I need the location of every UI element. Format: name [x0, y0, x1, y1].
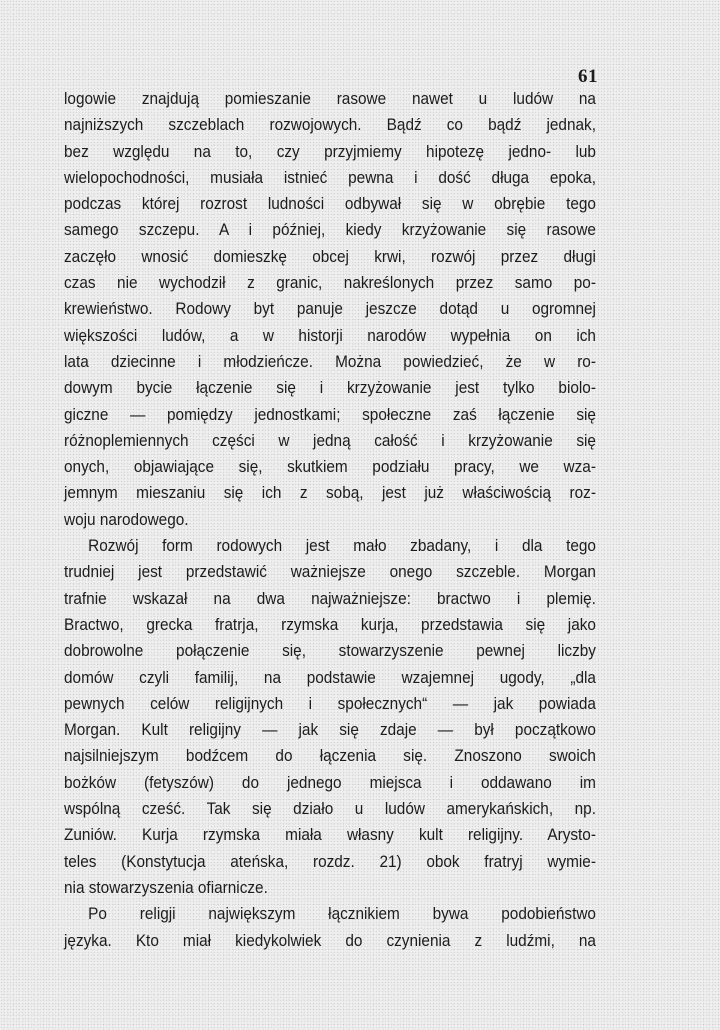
paragraph-3 — [64, 901, 596, 954]
text-line: Bractwo, grecka fratrja, rzymska kurja, przedstawia się jako — [64, 615, 596, 634]
text-line: czas nie wychodził z granic, nakreślonych przez samo po- — [64, 274, 596, 293]
text-line: dobrowolne połączenie się, stowarzyszenie pewnej liczby — [64, 642, 596, 661]
text-line: onych, objawiające się, skutkiem podziału pracy, we wza- — [64, 458, 596, 477]
text-line: giczne — pomiędzy jednostkami; społeczne zaś łączenie się — [64, 405, 596, 424]
text-line: podczas której rozrost ludności odbywał się w obrębie tego — [64, 195, 596, 214]
text-line: logowie znajdują pomieszanie rasowe nawet u ludów na — [64, 90, 596, 108]
text-line: większości ludów, a w historji narodów wypełnia on ich — [64, 326, 596, 345]
text-line: wspólną cześć. Tak się działo u ludów amerykańskich, np. — [64, 800, 596, 819]
text-line: woju narodowego. — [64, 510, 189, 529]
text-line: języka. Kto miał kiedykolwiek do czynienia z ludźmi, na — [64, 931, 596, 950]
text-line: domów czyli familij, na podstawie wzajemnej ugody, „dla — [64, 668, 596, 687]
text-line: pewnych celów religijnych i społecznych“ — jak powiada — [64, 694, 596, 713]
page-number: 61 — [578, 66, 598, 87]
text-line: jemnym mieszaniu się ich z sobą, jest już właściwością roz- — [64, 484, 596, 503]
text-line: zaczęło wnosić domieszkę obcej krwi, rozwój przez długi — [64, 247, 596, 266]
text-line: najniższych szczeblach rozwojowych. Bądź co bądź jednak, — [64, 116, 596, 135]
text-line: nia stowarzyszenia ofiarnicze. — [64, 878, 268, 897]
text-line: wielopochodności, musiała istnieć pewna i dość długa epoka, — [64, 168, 596, 187]
paragraph-2 — [64, 533, 596, 901]
text-line: trudniej jest przedstawić ważniejsze onego szczeble. Morgan — [64, 563, 596, 582]
body-text — [64, 86, 596, 954]
text-line: Po religji największym łącznikiem bywa podobieństwo — [88, 905, 596, 924]
text-line: bez względu na to, czy przyjmiemy hipotezę jedno- lub — [64, 142, 596, 161]
text-line: Rozwój form rodowych jest mało zbadany, i dla tego — [88, 537, 596, 556]
text-line: samego szczepu. A i później, kiedy krzyżowanie się rasowe — [64, 221, 596, 240]
text-line: bożków (fetyszów) do jednego miejsca i oddawano im — [64, 773, 596, 792]
text-line: najsilniejszym bodźcem do łączenia się. Znoszono swoich — [64, 747, 596, 766]
text-line: lata dziecinne i młodzieńcze. Można powiedzieć, że w ro- — [64, 352, 596, 371]
text-line: krewieństwo. Rodowy byt panuje jeszcze dotąd u ogromnej — [64, 300, 596, 319]
text-line: teles (Konstytucja ateńska, rozdz. 21) obok fratryj wymie- — [64, 852, 596, 871]
text-line: Zuniów. Kurja rzymska miała własny kult religijny. Arysto- — [64, 826, 596, 845]
text-line: dowym bycie łączenie się i krzyżowanie jest tylko biolo- — [64, 379, 596, 398]
paragraph-1 — [64, 86, 596, 533]
text-line: Morgan. Kult religijny — jak się zdaje — był początkowo — [64, 721, 596, 740]
text-line: różnoplemiennych części w jedną całość i krzyżowanie się — [64, 431, 596, 450]
text-line: trafnie wskazał na dwa najważniejsze: bractwo i plemię. — [64, 589, 596, 608]
